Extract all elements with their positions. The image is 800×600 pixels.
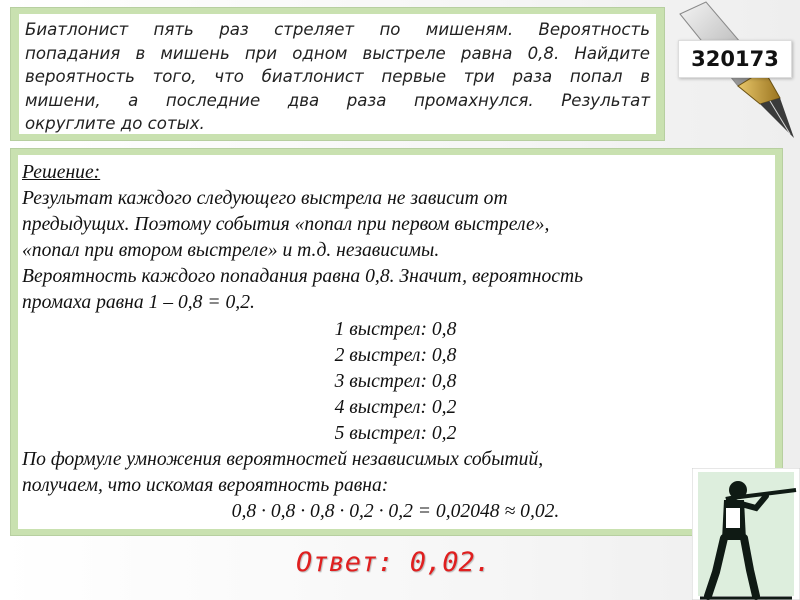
problem-inner (19, 14, 656, 134)
conclusion-line: получаем, что искомая вероятность равна: (22, 475, 389, 497)
shot-line: 1 выстрел: 0,8 (334, 318, 457, 340)
problem-line: округлите до сотых. (25, 114, 205, 133)
solution-paragraph-line: Вероятность каждого попадания равна 0,8. Значит, вероятность (22, 266, 584, 288)
problem-box (10, 7, 665, 141)
problem-line: Биатлонист пять раз стреляет по мишеням. Вероятность (25, 20, 650, 39)
problem-id-badge: 320173 (678, 40, 792, 78)
problem-line: мишени, а последние два раза промахнулся. Результат (25, 90, 650, 110)
solution-paragraph-line: предыдущих. Поэтому события «попал при первом выстреле», (22, 214, 550, 236)
formula-line: 0,8 · 0,8 · 0,8 · 0,2 · 0,2 = 0,02048 ≈ 0,02. (231, 501, 560, 523)
shot-line: 5 выстрел: 0,2 (334, 422, 457, 444)
answer-text: Ответ: 0,02. (296, 547, 492, 578)
solution-paragraph-line: «попал при втором выстреле» и т.д. независимы. (22, 240, 440, 262)
solution-inner (18, 155, 775, 529)
problem-line: вероятность того, что биатлонист первые три раза попал в (25, 67, 650, 86)
problem-line: попадания в мишень при одном выстреле равна 0,8. Найдите (25, 43, 650, 63)
shot-line: 4 выстрел: 0,2 (334, 396, 457, 418)
shot-line: 2 выстрел: 0,8 (334, 344, 457, 366)
shot-line: 3 выстрел: 0,8 (334, 370, 457, 392)
solution-heading: Решение: (22, 162, 101, 183)
solution-box (10, 148, 783, 536)
solution-paragraph-line: промаха равна 1 – 0,8 = 0,2. (22, 292, 255, 314)
conclusion-line: По формуле умножения вероятностей независимых событий, (22, 449, 544, 471)
biathlete-shooting-icon (692, 468, 800, 600)
problem-text (25, 18, 650, 136)
solution-paragraph-line: Результат каждого следующего выстрела не зависит от (22, 188, 508, 210)
